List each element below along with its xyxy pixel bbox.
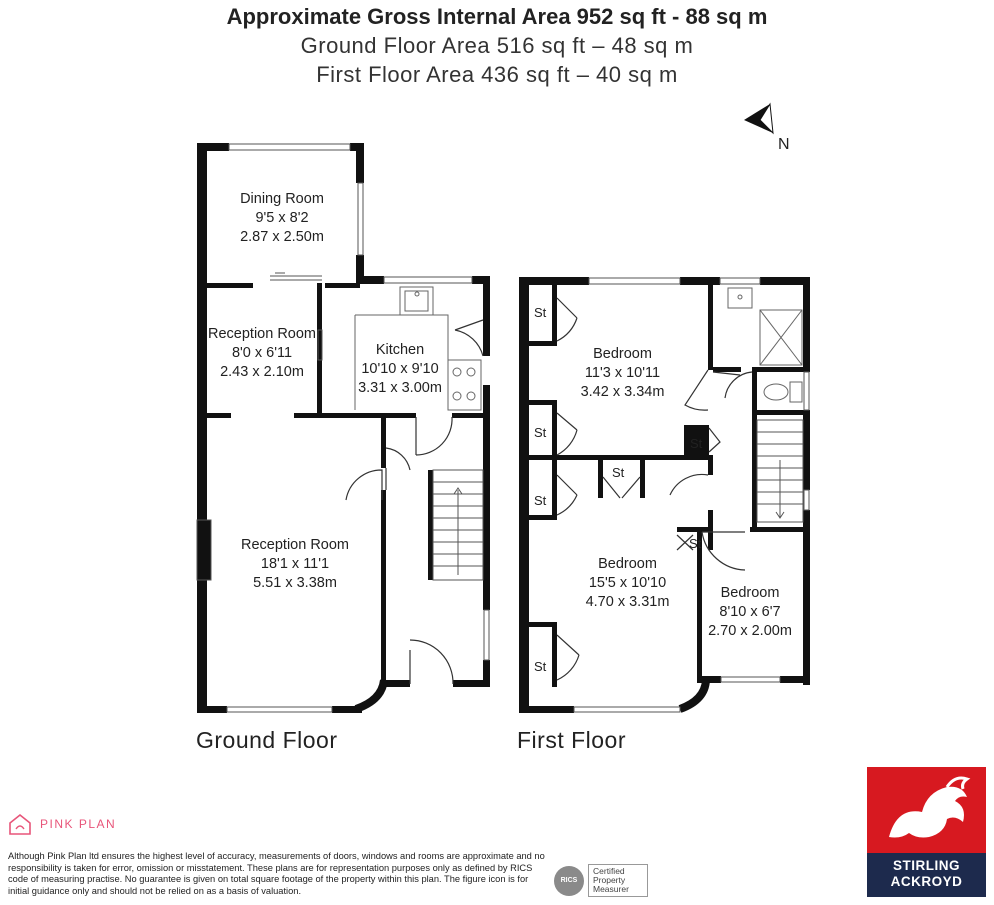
room-bedroom-small [700, 584, 800, 641]
rics-badge-icon: RICS [554, 866, 584, 896]
storage-label: St [689, 536, 702, 551]
first-staircase [757, 420, 803, 522]
room-imperial: 15'5 x 10'10 [588, 575, 667, 591]
ground-bay-window [356, 680, 384, 709]
storage-label: St [690, 436, 703, 451]
room-kitchen [350, 341, 450, 398]
room-metric: 2.70 x 2.00m [708, 623, 792, 639]
room-imperial: 8'0 x 6'11 [231, 345, 293, 361]
room-bedroom-rear [565, 345, 680, 402]
room-name: Bedroom [598, 556, 657, 572]
disclaimer-text: Although Pink Plan ltd ensures the highest level of accuracy, measurements of doors, windows and rooms are approximate and no responsibility is taken for error, omission or misstatement. These plans are for representation purposes only as defined by RICS code of measuring practise. No guarantee is given on total square footage of the property within this plan. The figure icon is for initial guidance only and should not be relied on as a basis of valuation. [8, 851, 545, 896]
ground-floor-area: Ground Floor Area 516 sq ft – 48 sq m [300, 33, 694, 58]
pink-plan-logo [8, 812, 116, 836]
room-name: Dining Room [240, 191, 324, 207]
pink-plan-name: PINK PLAN [40, 817, 117, 831]
stirling-ackroyd-logo [867, 767, 986, 897]
storage-label: St [612, 465, 625, 480]
storage-label: St [534, 305, 547, 320]
room-metric: 3.42 x 3.34m [580, 384, 665, 400]
room-bedroom-front [570, 555, 685, 612]
room-name: Bedroom [720, 585, 780, 601]
room-imperial: 9'5 x 8'2 [255, 210, 309, 226]
room-imperial: 10'10 x 9'10 [361, 361, 439, 377]
gross-area-title: Approximate Gross Internal Area 952 sq ft - 88 sq m [226, 4, 768, 29]
storage-label: St [534, 425, 547, 440]
room-metric: 2.87 x 2.50m [240, 229, 324, 245]
ground-floor-label: Ground Floor [196, 727, 338, 753]
brand-line1: STIRLING [893, 858, 960, 873]
storage-label: St [534, 493, 547, 508]
first-floor-windows [574, 278, 809, 712]
room-metric: 4.70 x 3.31m [585, 594, 670, 610]
brand-line2: ACKROYD [890, 874, 963, 889]
room-metric: 5.51 x 3.38m [253, 575, 337, 591]
first-floor-walls [519, 277, 810, 713]
bathroom-fittings [728, 288, 802, 402]
house-icon [8, 812, 32, 836]
room-reception-large [230, 536, 360, 593]
brand-name [867, 858, 986, 890]
griffin-icon [867, 767, 986, 853]
room-name: Kitchen [375, 342, 425, 358]
compass-arrow-icon [744, 104, 773, 133]
rics-certification [554, 864, 648, 897]
room-name: Reception Room [241, 537, 349, 553]
room-name: Bedroom [593, 346, 652, 362]
first-floor-label: First Floor [517, 727, 626, 753]
rics-certified-text: Certified Property Measurer [588, 864, 648, 897]
compass-north-label: N [778, 136, 790, 153]
first-bay-window [680, 680, 706, 709]
room-reception-small [204, 325, 320, 382]
ground-staircase [433, 470, 483, 580]
storage-label: St [534, 659, 547, 674]
room-imperial: 8'10 x 6'7 [719, 604, 781, 620]
first-floor-area: First Floor Area 436 sq ft – 40 sq m [316, 62, 678, 87]
room-imperial: 11'3 x 10'11 [584, 365, 661, 381]
room-name: Reception Room [208, 326, 316, 342]
room-dining [222, 190, 342, 247]
room-metric: 2.43 x 2.10m [220, 364, 304, 380]
room-imperial: 18'1 x 11'1 [260, 556, 330, 572]
sliding-door [270, 273, 322, 280]
room-metric: 3.31 x 3.00m [358, 380, 442, 396]
